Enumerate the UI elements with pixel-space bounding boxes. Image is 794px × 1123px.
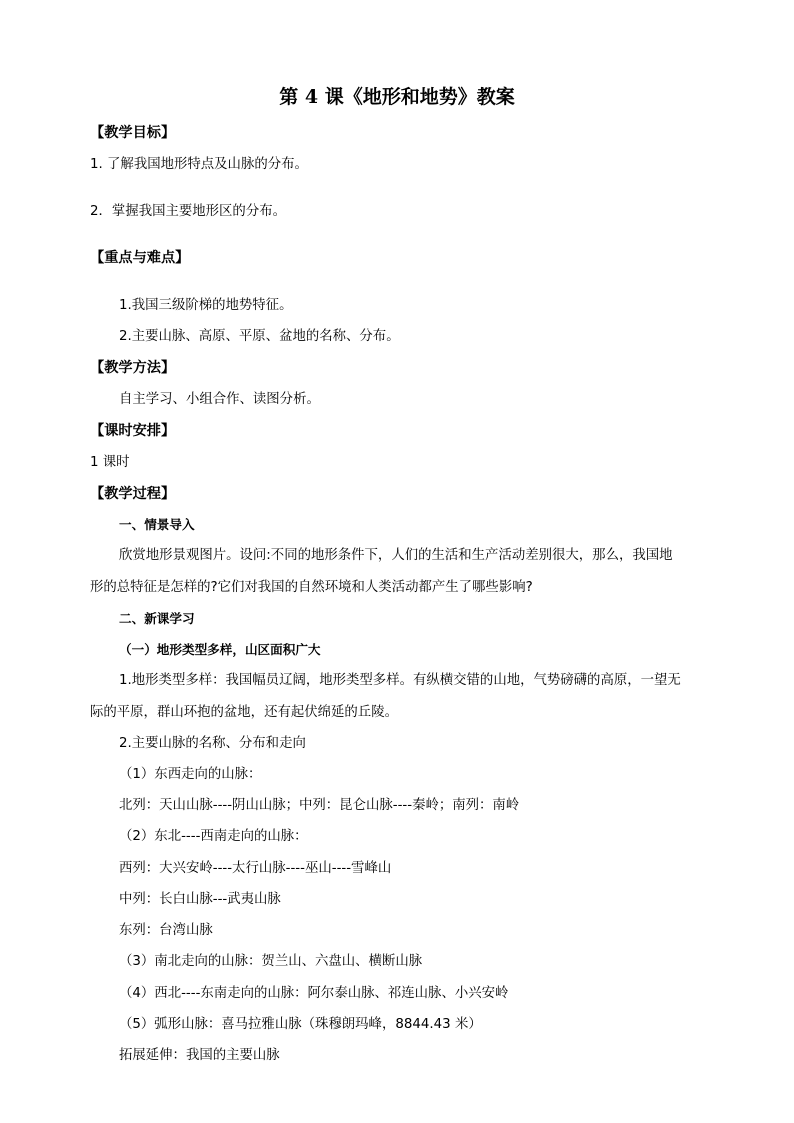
- goal-item-2: 2．掌握我国主要地形区的分布。: [90, 204, 286, 219]
- extension-text: 拓展延伸：我国的主要山脉: [119, 1048, 280, 1063]
- east-west-mountains-text: 北列：天山山脉----阴山山脉；中列：昆仑山脉----秦岭；南列：南岭: [119, 798, 520, 813]
- nesw-middle-row: 中列：长白山脉---武夷山脉: [119, 892, 281, 907]
- part-1-title: （一）地形类型多样，山区面积广大: [119, 642, 321, 657]
- intro-line-2: 形的总特征是怎样的?它们对我国的自然环境和人类活动都产生了哪些影响?: [90, 580, 533, 595]
- terrain-line-2: 际的平原，群山环抱的盆地，还有起伏绵延的丘陵。: [90, 705, 398, 720]
- goal-item-1: 1. 了解我国地形特点及山脉的分布。: [90, 157, 308, 172]
- arc-mountains: （5）弧形山脉：喜马拉雅山脉（珠穆朗玛峰，8844.43 米）: [119, 1017, 482, 1032]
- page-title: 第 4 课《地形和地势》教案: [279, 86, 515, 108]
- method-heading: 【教学方法】: [90, 360, 176, 376]
- key-point-1: 1.我国三级阶梯的地势特征。: [119, 298, 293, 313]
- northeast-southwest-title: （2）东北----西南走向的山脉：: [119, 829, 308, 844]
- step-1-title: 一、情景导入: [119, 517, 195, 532]
- process-heading: 【教学过程】: [90, 486, 176, 502]
- nesw-east-row: 东列：台湾山脉: [119, 923, 213, 938]
- north-south-mountains: （3）南北走向的山脉：贺兰山、六盘山、横断山脉: [119, 954, 423, 969]
- method-text: 自主学习、小组合作、读图分析。: [119, 392, 320, 407]
- goals-heading: 【教学目标】: [90, 125, 176, 141]
- step-2-title: 二、新课学习: [119, 611, 195, 626]
- schedule-heading: 【课时安排】: [90, 423, 176, 439]
- key-point-2: 2.主要山脉、高原、平原、盆地的名称、分布。: [119, 329, 400, 344]
- northwest-southeast-mountains: （4）西北----东南走向的山脉：阿尔泰山脉、祁连山脉、小兴安岭: [119, 986, 509, 1001]
- mountains-title: 2.主要山脉的名称、分布和走向: [119, 736, 306, 751]
- key-points-heading: 【重点与难点】: [90, 250, 190, 266]
- schedule-text: 1 课时: [90, 455, 130, 470]
- terrain-line-1: 1.地形类型多样：我国幅员辽阔，地形类型多样。有纵横交错的山地，气势磅礴的高原，一望无: [119, 673, 681, 688]
- east-west-mountains-title: （1）东西走向的山脉：: [119, 767, 262, 782]
- intro-line-1: 欣赏地形景观图片。设问:不同的地形条件下，人们的生活和生产活动差别很大，那么，我国地: [119, 548, 673, 563]
- nesw-west-row: 西列：大兴安岭----太行山脉----巫山----雪峰山: [119, 861, 392, 876]
